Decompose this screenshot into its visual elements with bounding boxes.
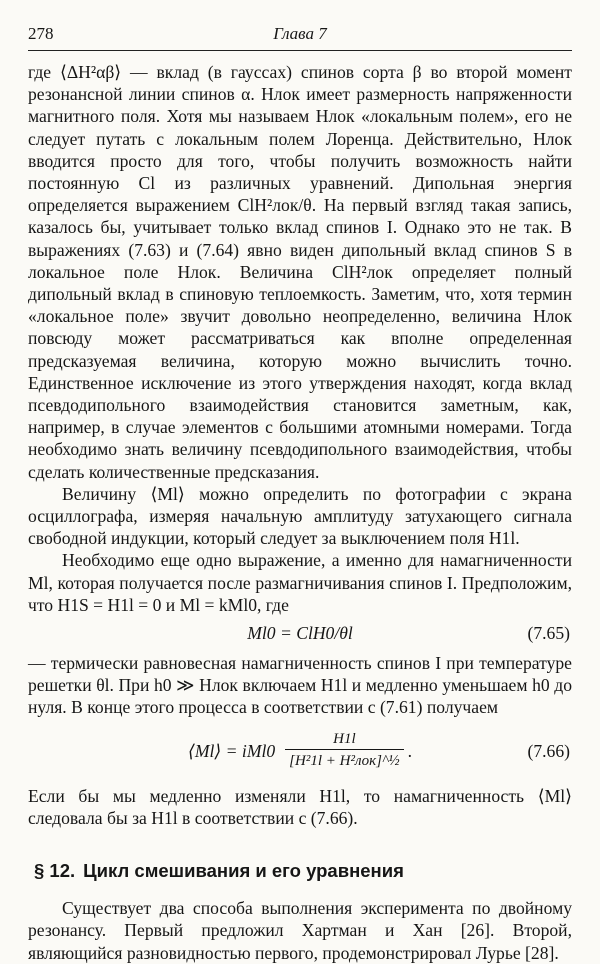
section-mark: § 12. [34, 860, 76, 882]
equation-expression: Ml0 = ClH0/θl [247, 623, 353, 644]
page-header [28, 20, 572, 51]
equation-7-65 [28, 620, 572, 646]
paragraph-mixing-cycle: Существует два способа выполнения эксперимента по двойному резонансу. Первый предложил Хартман и Хан [26]. Второй, являющийся разновидностью первого, продемонстрировал Лурье [28]. [28, 898, 572, 963]
equation-7-66 [28, 727, 572, 775]
paragraph-slow-change: Если бы мы медленно изменяли H1l, то намагниченность ⟨Ml⟩ следовала бы за H1l в соответствии с (7.66). [28, 785, 572, 828]
paragraph-equilibrium: — термически равновесная намагниченность спинов I при температуре решетки θl. При h0 ≫ Hлок включаем H1l и медленно уменьшаем h0 до нуля. В конце этого процесса в соответствии с (7.61) получаем [28, 653, 572, 718]
section-title: Цикл смешивания и его уравнения [83, 860, 404, 882]
page-body [28, 61, 572, 964]
equation-number: (7.66) [527, 740, 570, 761]
paragraph-magnetization-measure: Величину ⟨Ml⟩ можно определить по фотографии с экрана осциллографа, измеряя начальную амплитуду затухающего сигнала свободной индукции, который следует за выключением поля H1l. [28, 483, 572, 549]
equation-trail: . [407, 740, 413, 761]
equation-fraction [285, 729, 403, 772]
paragraph-local-field: где ⟨ΔH²αβ⟩ — вклад (в гауссах) спинов сорта β во второй момент резонансной линии спинов α. Hлок имеет размерность напряженности магнитного поля. Хотя мы называем Hлок «локальным полем», его не следует путать с локальным полем Лоренца. Действительно, Hлок вводится просто для того, чтобы получить возможность найти постоянную Cl из различных уравнений. Дипольная энергия определяется выражением ClH²лок/θ. На первый взгляд такая запись, казалось бы, учитывает только вклад спинов I. Однако это не так. В выражениях (7.63) и (7.64) явно виден дипольный вклад спинов S в локальное поле Hлок. Величина ClH²лок определяет полный дипольный вклад в спиновую теплоемкость. Заметим, что, хотя термин «локальное поле» звучит довольно неопределенно, величина Hлок повсюду может рассматриваться как вполне определенная предсказуемая величина, которую можно вычислить точно. Единственное исключение из этого утверждения находят, когда вклад псевдодипольного взаимодействия становится заметным, как, например, в случае элементов с большими атомными номерами. Тогда необходимо знать величину псевдодипольного взаимодействия, чтобы сделать количественные предсказания. [28, 62, 572, 482]
equation-lhs: ⟨Ml⟩ = iMl0 [187, 740, 276, 761]
running-title: Глава 7 [273, 24, 327, 43]
equation-number: (7.65) [527, 623, 570, 644]
fraction-numerator: H1l [333, 731, 356, 748]
page-number: 278 [28, 24, 54, 43]
section-heading [34, 859, 572, 883]
paragraph-demagnetization: Необходимо еще одно выражение, а именно для намагниченности Ml, которая получается после размагничивания спинов I. Предположим, что H1S = H1l = 0 и Ml = kMl0, где [28, 550, 572, 615]
fraction-denominator: [H²1l + H²лок]^½ [289, 753, 400, 770]
